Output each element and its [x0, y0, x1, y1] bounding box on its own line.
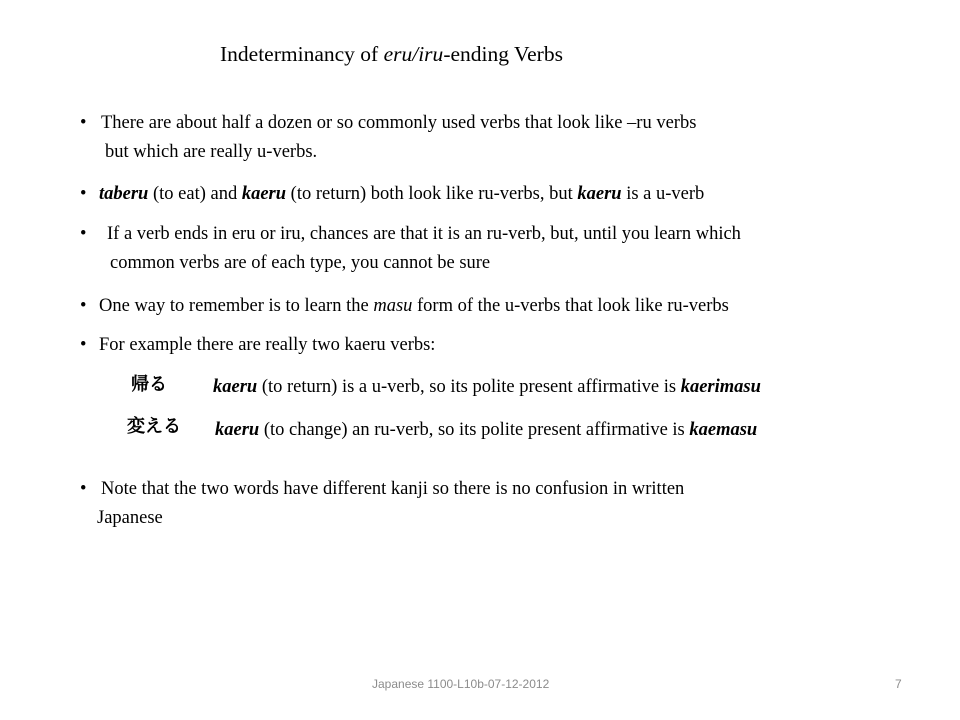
example-2-word: kaeru: [215, 420, 260, 440]
bullet-3-line-2: common verbs are of each type, you cannot be sure: [110, 253, 491, 273]
bullet-6-line-2: Japanese: [97, 508, 163, 528]
word-kaerimasu: kaerimasu: [680, 377, 761, 397]
example-1-part-1: (to return) is a u-verb, so its polite present affirmative is: [257, 377, 681, 397]
word-masu: masu: [373, 296, 413, 316]
example-1-word: kaeru: [213, 377, 258, 397]
bullet-3: •: [80, 224, 87, 244]
example-1-text: [213, 375, 761, 399]
bullet-3-line-1: If a verb ends in eru or iru, chances are that it is an ru-verb, but, until you learn which: [107, 224, 741, 244]
slide-title: [220, 42, 563, 67]
kanji-kaeru-change: 変える: [127, 416, 181, 437]
word-kaemasu: kaemasu: [689, 420, 758, 440]
bullet-2: •: [80, 184, 87, 204]
bullet-1: •: [80, 113, 87, 133]
footer-label: Japanese 1100-L10b-07-12-2012: [372, 677, 550, 691]
title-emphasis: eru/iru: [383, 42, 444, 66]
word-kaeru-2: kaeru: [577, 184, 622, 204]
bullet-2-text: [99, 182, 704, 206]
bullet-2-part-3: is a u-verb: [621, 184, 705, 204]
page-number: 7: [895, 677, 902, 691]
bullet-1-line-1: There are about half a dozen or so commonly used verbs that look like –ru verbs: [101, 113, 697, 133]
bullet-5: •: [80, 335, 87, 355]
bullet-1-line-2: but which are really u-verbs.: [105, 142, 318, 162]
bullet-4-text: [99, 294, 729, 318]
bullet-6: •: [80, 479, 87, 499]
bullet-5-text: For example there are really two kaeru verbs:: [99, 335, 436, 355]
bullet-6-line-1: Note that the two words have different kanji so there is no confusion in written: [101, 479, 685, 499]
example-2-part-1: (to change) an ru-verb, so its polite present affirmative is: [259, 420, 690, 440]
bullet-2-part-1: (to eat) and: [148, 184, 242, 204]
bullet-2-part-2: (to return) both look like ru-verbs, but: [286, 184, 578, 204]
word-kaeru: kaeru: [241, 184, 287, 204]
bullet-4-part-2: form of the u-verbs that look like ru-verbs: [412, 296, 729, 316]
example-2-text: [215, 418, 757, 442]
bullet-4: •: [80, 296, 87, 316]
title-text: Indeterminancy of: [220, 42, 384, 66]
word-taberu: taberu: [99, 184, 149, 204]
bullet-4-part-1: One way to remember is to learn the: [99, 296, 374, 316]
title-text-end: -ending Verbs: [443, 42, 563, 66]
kanji-kaeru-return: 帰る: [131, 374, 167, 395]
